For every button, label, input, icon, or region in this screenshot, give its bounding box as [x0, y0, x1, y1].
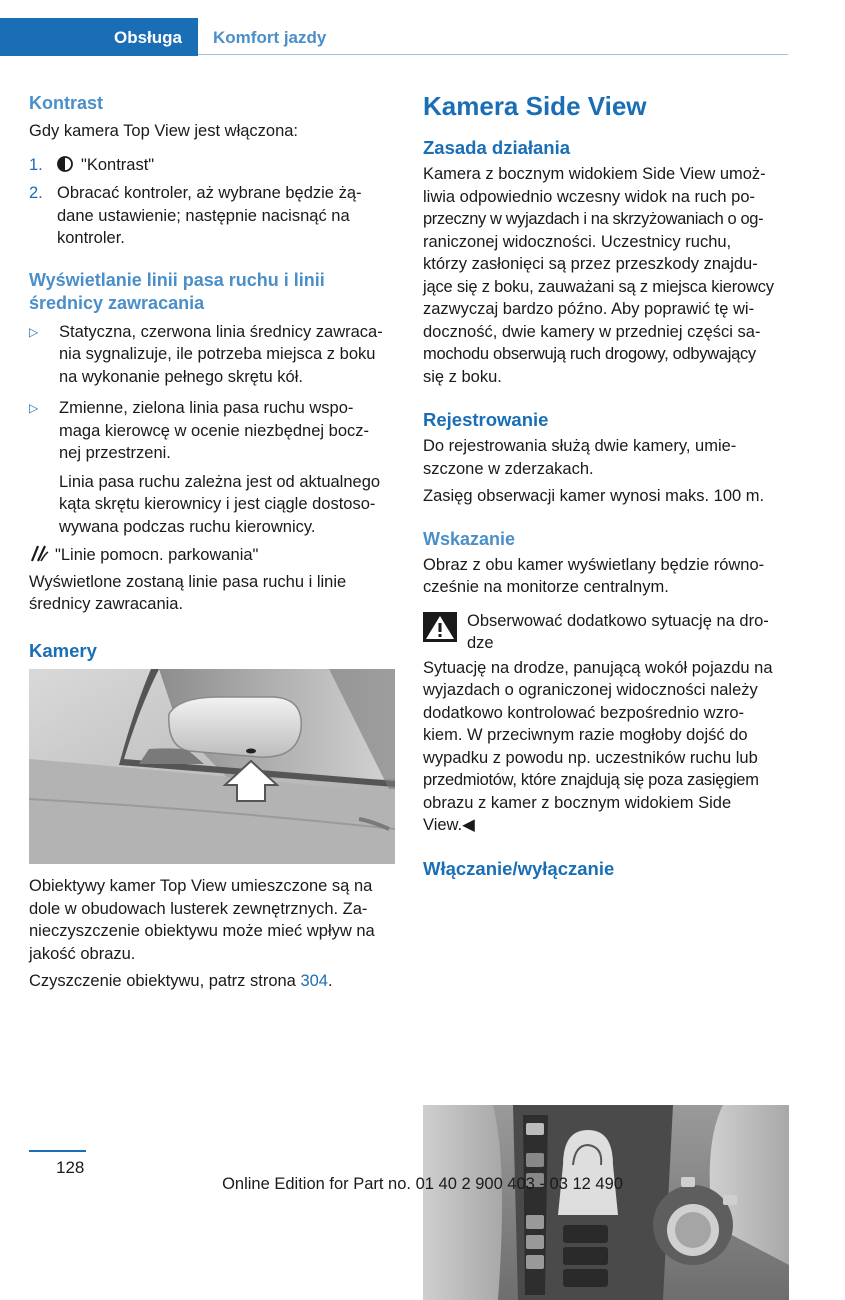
step-text — [57, 154, 154, 177]
page-number: 128 — [56, 1158, 85, 1177]
section-tab: Obsługa — [0, 18, 198, 56]
warning-line: dodatkowo kontrolować bezpośrednio wzro- — [423, 703, 745, 722]
bullet-2-line-2: maga kierowcę w ocenie niezbędnej bocz- — [59, 421, 370, 440]
bullet-2-sub-line-2: kąta skrętu kierownicy i jest ciągle dostoso- — [59, 495, 376, 513]
page-title: Kamera Side View — [423, 91, 647, 121]
warning-line: Sytuację na drodze, panującą wokół pojazdu na — [423, 658, 773, 677]
rejestr-line-1: Do rejestrowania służą dwie kamery, umie- — [423, 437, 737, 455]
left-column — [29, 92, 395, 663]
warning-title — [467, 610, 769, 655]
kontrast-heading: Kontrast — [29, 93, 104, 113]
warning-line: obrazu z kamer z bocznym widokiem Side — [423, 793, 732, 812]
footer-rule — [29, 1150, 86, 1152]
bullet-static-line — [29, 321, 395, 389]
step-2-line-2: dane ustawienie; następnie nacisnąć na — [57, 206, 350, 225]
wskazanie-heading: Wskazanie — [423, 528, 516, 549]
step-text — [57, 182, 362, 250]
warning-line: View.◀ — [423, 816, 475, 834]
kamery-line-2: dole w obudowach lusterek zewnętrznych. Za- — [29, 899, 368, 918]
bullet-1-line-3: na wykonanie pełnego skrętu kół. — [59, 367, 303, 386]
warning-title-line-1: Obserwować dodatkowo sytuację na dro- — [467, 611, 769, 630]
cleaning-reference — [29, 970, 395, 993]
step-number: 2. — [29, 184, 43, 202]
cleaning-text: Czyszczenie obiektywu, patrz strona — [29, 972, 301, 990]
parking-lines-icon — [29, 544, 49, 562]
bullet-1-line-1: Statyczna, czerwona linia średnicy zawraca- — [59, 322, 383, 341]
zasada-line: jące się z boku, zauważani są z miejsca kierowcy — [423, 277, 774, 296]
lines-heading-line-2: średnicy zawracania — [29, 292, 205, 313]
parking-desc-line-2: średnicy zawracania. — [29, 595, 184, 613]
kamery-line-4: jakość obrazu. — [29, 944, 136, 963]
console-illustration — [423, 1105, 789, 1300]
zasada-line: mochodu obserwują ruch drogowy, odbywający — [423, 345, 756, 363]
step-2 — [29, 182, 395, 250]
step-1 — [29, 154, 395, 177]
header-rule — [198, 54, 788, 55]
zasada-line: liwia odpowiednio wczesny widok na ruch po- — [423, 187, 756, 206]
rejestrowanie-heading: Rejestrowanie — [423, 409, 549, 430]
rejestrowanie-paragraph — [423, 435, 789, 480]
bullet-2-line-3: nej przestrzeni. — [59, 444, 171, 462]
warning-triangle-icon — [423, 612, 457, 642]
zasada-line: zazwyczaj bardzo późno. Aby poprawić tę wi- — [423, 300, 755, 318]
step-2-line-1: Obracać kontroler, aż wybrane będzie żą- — [57, 184, 362, 202]
zasada-line: raniczonej widoczności. Uczestnicy ruchu, — [423, 232, 732, 251]
wskazanie-line-2: cześnie na monitorze centralnym. — [423, 578, 669, 596]
breadcrumb: Komfort jazdy — [213, 28, 327, 47]
zasada-line: przeczny w wyjazdach i na skrzyżowaniach o og- — [423, 210, 764, 228]
kontrast-intro: Gdy kamera Top View jest włączona: — [29, 122, 299, 140]
parking-lines-desc — [29, 571, 395, 616]
zasada-line: doczność, dwie kamery w przedniej części sa- — [423, 322, 761, 341]
lines-heading — [29, 269, 395, 315]
step-1-label: "Kontrast" — [81, 155, 155, 174]
kamery-line-1: Obiektywy kamer Top View umieszczone są na — [29, 877, 373, 895]
mirror-camera-photo — [29, 669, 395, 864]
wskazanie-line-1: Obraz z obu kamer wyświetlany będzie równo- — [423, 555, 765, 574]
wskazanie-paragraph — [423, 554, 789, 599]
triangle-bullet-icon: ▷ — [29, 324, 39, 339]
lines-heading-line-1: Wyświetlanie linii pasa ruchu i linii — [29, 269, 325, 290]
kamery-heading: Kamery — [29, 639, 97, 661]
parking-lines-label: "Linie pomocn. parkowania" — [55, 546, 259, 564]
wlaczanie-heading: Włączanie/wyłączanie — [423, 857, 615, 879]
warning-paragraph — [423, 657, 789, 837]
zasada-line: się z boku. — [423, 367, 502, 386]
kamery-line-3: nieczyszczenie obiektywu może mieć wpływ na — [29, 922, 375, 940]
bullet-2-sub-line-1: Linia pasa ruchu zależna jest od aktualnego — [59, 472, 381, 491]
warning-line: przedmiotów, które znajdują się poza zasięgiem — [423, 771, 759, 789]
kamery-text — [29, 875, 395, 993]
bullet-2-line-1: Zmienne, zielona linia pasa ruchu wspo- — [59, 399, 354, 417]
warning-title-line-2: dze — [467, 634, 494, 652]
kamery-paragraph — [29, 875, 395, 965]
zasada-paragraph — [423, 163, 789, 388]
mirror-illustration — [29, 669, 395, 864]
contrast-icon — [57, 156, 73, 172]
zasada-line: Kamera z bocznym widokiem Side View umoż- — [423, 165, 766, 183]
zasada-heading: Zasada działania — [423, 137, 571, 158]
bullet-dynamic-line — [29, 397, 395, 538]
warning-line: wyjazdach o ograniczonej widoczności należy — [423, 681, 758, 699]
cleaning-end: . — [327, 972, 333, 990]
range-paragraph: Zasięg obserwacji kamer wynosi maks. 100 m. — [423, 487, 765, 505]
triangle-bullet-icon: ▷ — [29, 401, 39, 415]
parking-desc-line-1: Wyświetlone zostaną linie pasa ruchu i linie — [29, 572, 347, 591]
zasada-line: którzy zasłonięci są przez przeszkody znajdu- — [423, 255, 758, 273]
page-304-link[interactable]: 304 — [300, 972, 328, 990]
step-2-line-3: kontroler. — [57, 229, 125, 247]
bullet-1-line-2: nia sygnalizuje, ile potrzeba miejsca z boku — [59, 345, 376, 363]
warning-box — [423, 610, 789, 655]
warning-line: wypadku z powodu np. uczestników ruchu lub — [423, 748, 758, 767]
center-console-photo — [423, 1105, 789, 1300]
right-column — [423, 90, 789, 881]
bullet-2-sub-line-3: wywana podczas ruchu kierownicy. — [59, 517, 316, 536]
rejestr-line-2: szczone w zderzakach. — [423, 459, 594, 478]
warning-line: kiem. W przeciwnym razie mogłoby dojść do — [423, 726, 748, 744]
edition-footer: Online Edition for Part no. 01 40 2 900 403 - 03 12 490 — [222, 1175, 623, 1193]
step-number: 1. — [29, 155, 43, 174]
parking-lines-item — [29, 544, 395, 567]
